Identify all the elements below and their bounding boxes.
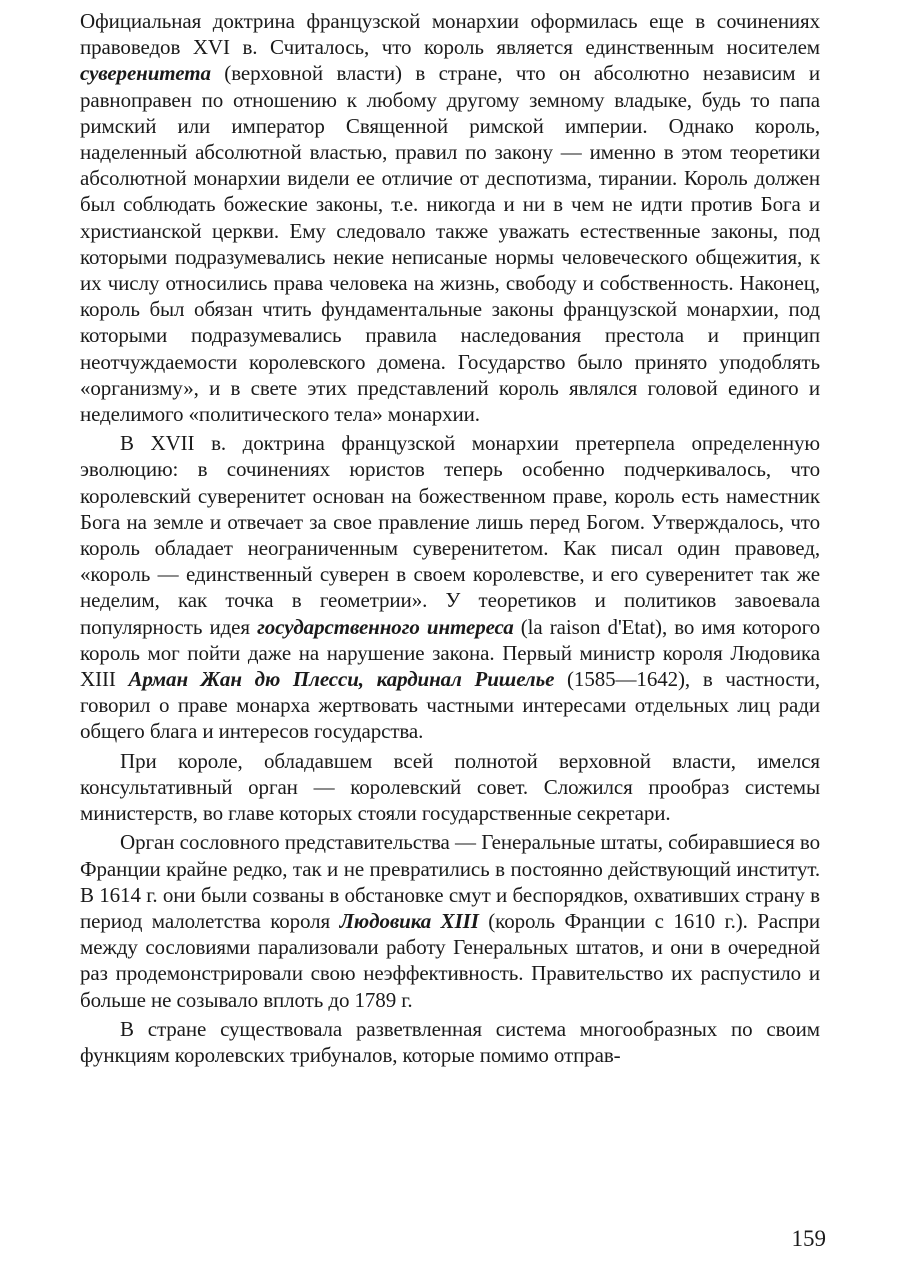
text-run: В стране существовала разветвленная система многообразных по своим функциям королевских трибуналов, которые помимо отправ-	[80, 1016, 820, 1067]
paragraph	[80, 1016, 820, 1068]
emphasized-term: Арман Жан дю Плесси, кардинал Ришелье	[128, 667, 555, 692]
paragraph	[80, 8, 820, 427]
emphasized-term: Людовика XIII	[339, 908, 479, 933]
text-run: В XVII в. доктрина французской монархии претерпела определенную эволюцию: в сочинениях юристов теперь особенно подчеркивалось, что королевский суверенитет основан на божественном праве, король есть наместник Бога на земле и отвечает за свое правление лишь перед Богом. Утверждалось, что король обладает неограниченным суверенитетом. Как писал один правовед, «король — единственный суверен в своем королевстве, и его суверенитет так же неделим, как точка в геометрии». У теоретиков и политиков завоевала популярность идея	[80, 431, 820, 639]
paragraph	[80, 829, 820, 1012]
emphasized-term: суверенитета	[80, 61, 211, 86]
text-run: При короле, обладавшем всей полнотой верховной власти, имелся консультативный орган — королевский совет. Сложился прообраз системы министерств, во главе которых стояли государственные секретари.	[80, 748, 820, 826]
paragraph	[80, 430, 820, 744]
page-body	[80, 8, 820, 1068]
page-number: 159	[791, 1226, 826, 1251]
text-run: Официальная доктрина французской монархии оформилась еще в сочинениях правоведов XVI в. Считалось, что король является единственным носителем	[80, 9, 820, 60]
emphasized-term: государственного интереса	[257, 614, 514, 639]
text-run: (король Франции с 1610 г.). Распри между сословиями парализовали работу Генеральных штатов, и они в очередной раз продемонстрировали свою неэффективность. Правительство их распустило и больше не созывало вплоть до 1789 г.	[80, 908, 821, 1012]
text-run: (la raison d'Etat), во имя которого король мог пойти даже на нарушение закона. Первый министр короля Людовика XIII	[80, 614, 820, 692]
text-run: Орган сословного представительства — Генеральные штаты, собиравшиеся во Франции крайне редко, так и не превратились в постоянно действующий институт. В 1614 г. они были созваны в обстановке смут и беспорядков, охвативших страну в период малолетства короля	[80, 830, 820, 933]
text-run: (верховной власти) в стране, что он абсолютно независим и равноправен по отношению к любому другому земному владыке, будь то папа римский или император Священной римской империи. Однако король, наделенный абсолютной властью, правил по закону — именно в этом теоретики абсолютной монархии видели ее отличие от деспотизма, тирании. Король должен был соблюдать божеские законы, т.е. никогда и ни в чем не идти против Бога и христианской церкви. Ему следовало также уважать естественные законы, под которыми подразумевались некие неписаные нормы человеческого общежития, к их числу относились права человека на жизнь, свободу и собственность. Наконец, король был обязан чтить фундаментальные законы французской монархии, под которыми подразумевались правила наследования престола и принцип неотчуждаемости королевского домена. Государство было принято уподоблять «организму», и в свете этих представлений король являлся головой единого и неделимого «политического тела» монархии.	[80, 61, 820, 427]
text-run: (1585—1642), в частности, говорил о праве монарха жертвовать частными интересами отдельных лиц ради общего блага и интересов государства.	[80, 667, 820, 744]
paragraph	[80, 748, 820, 827]
